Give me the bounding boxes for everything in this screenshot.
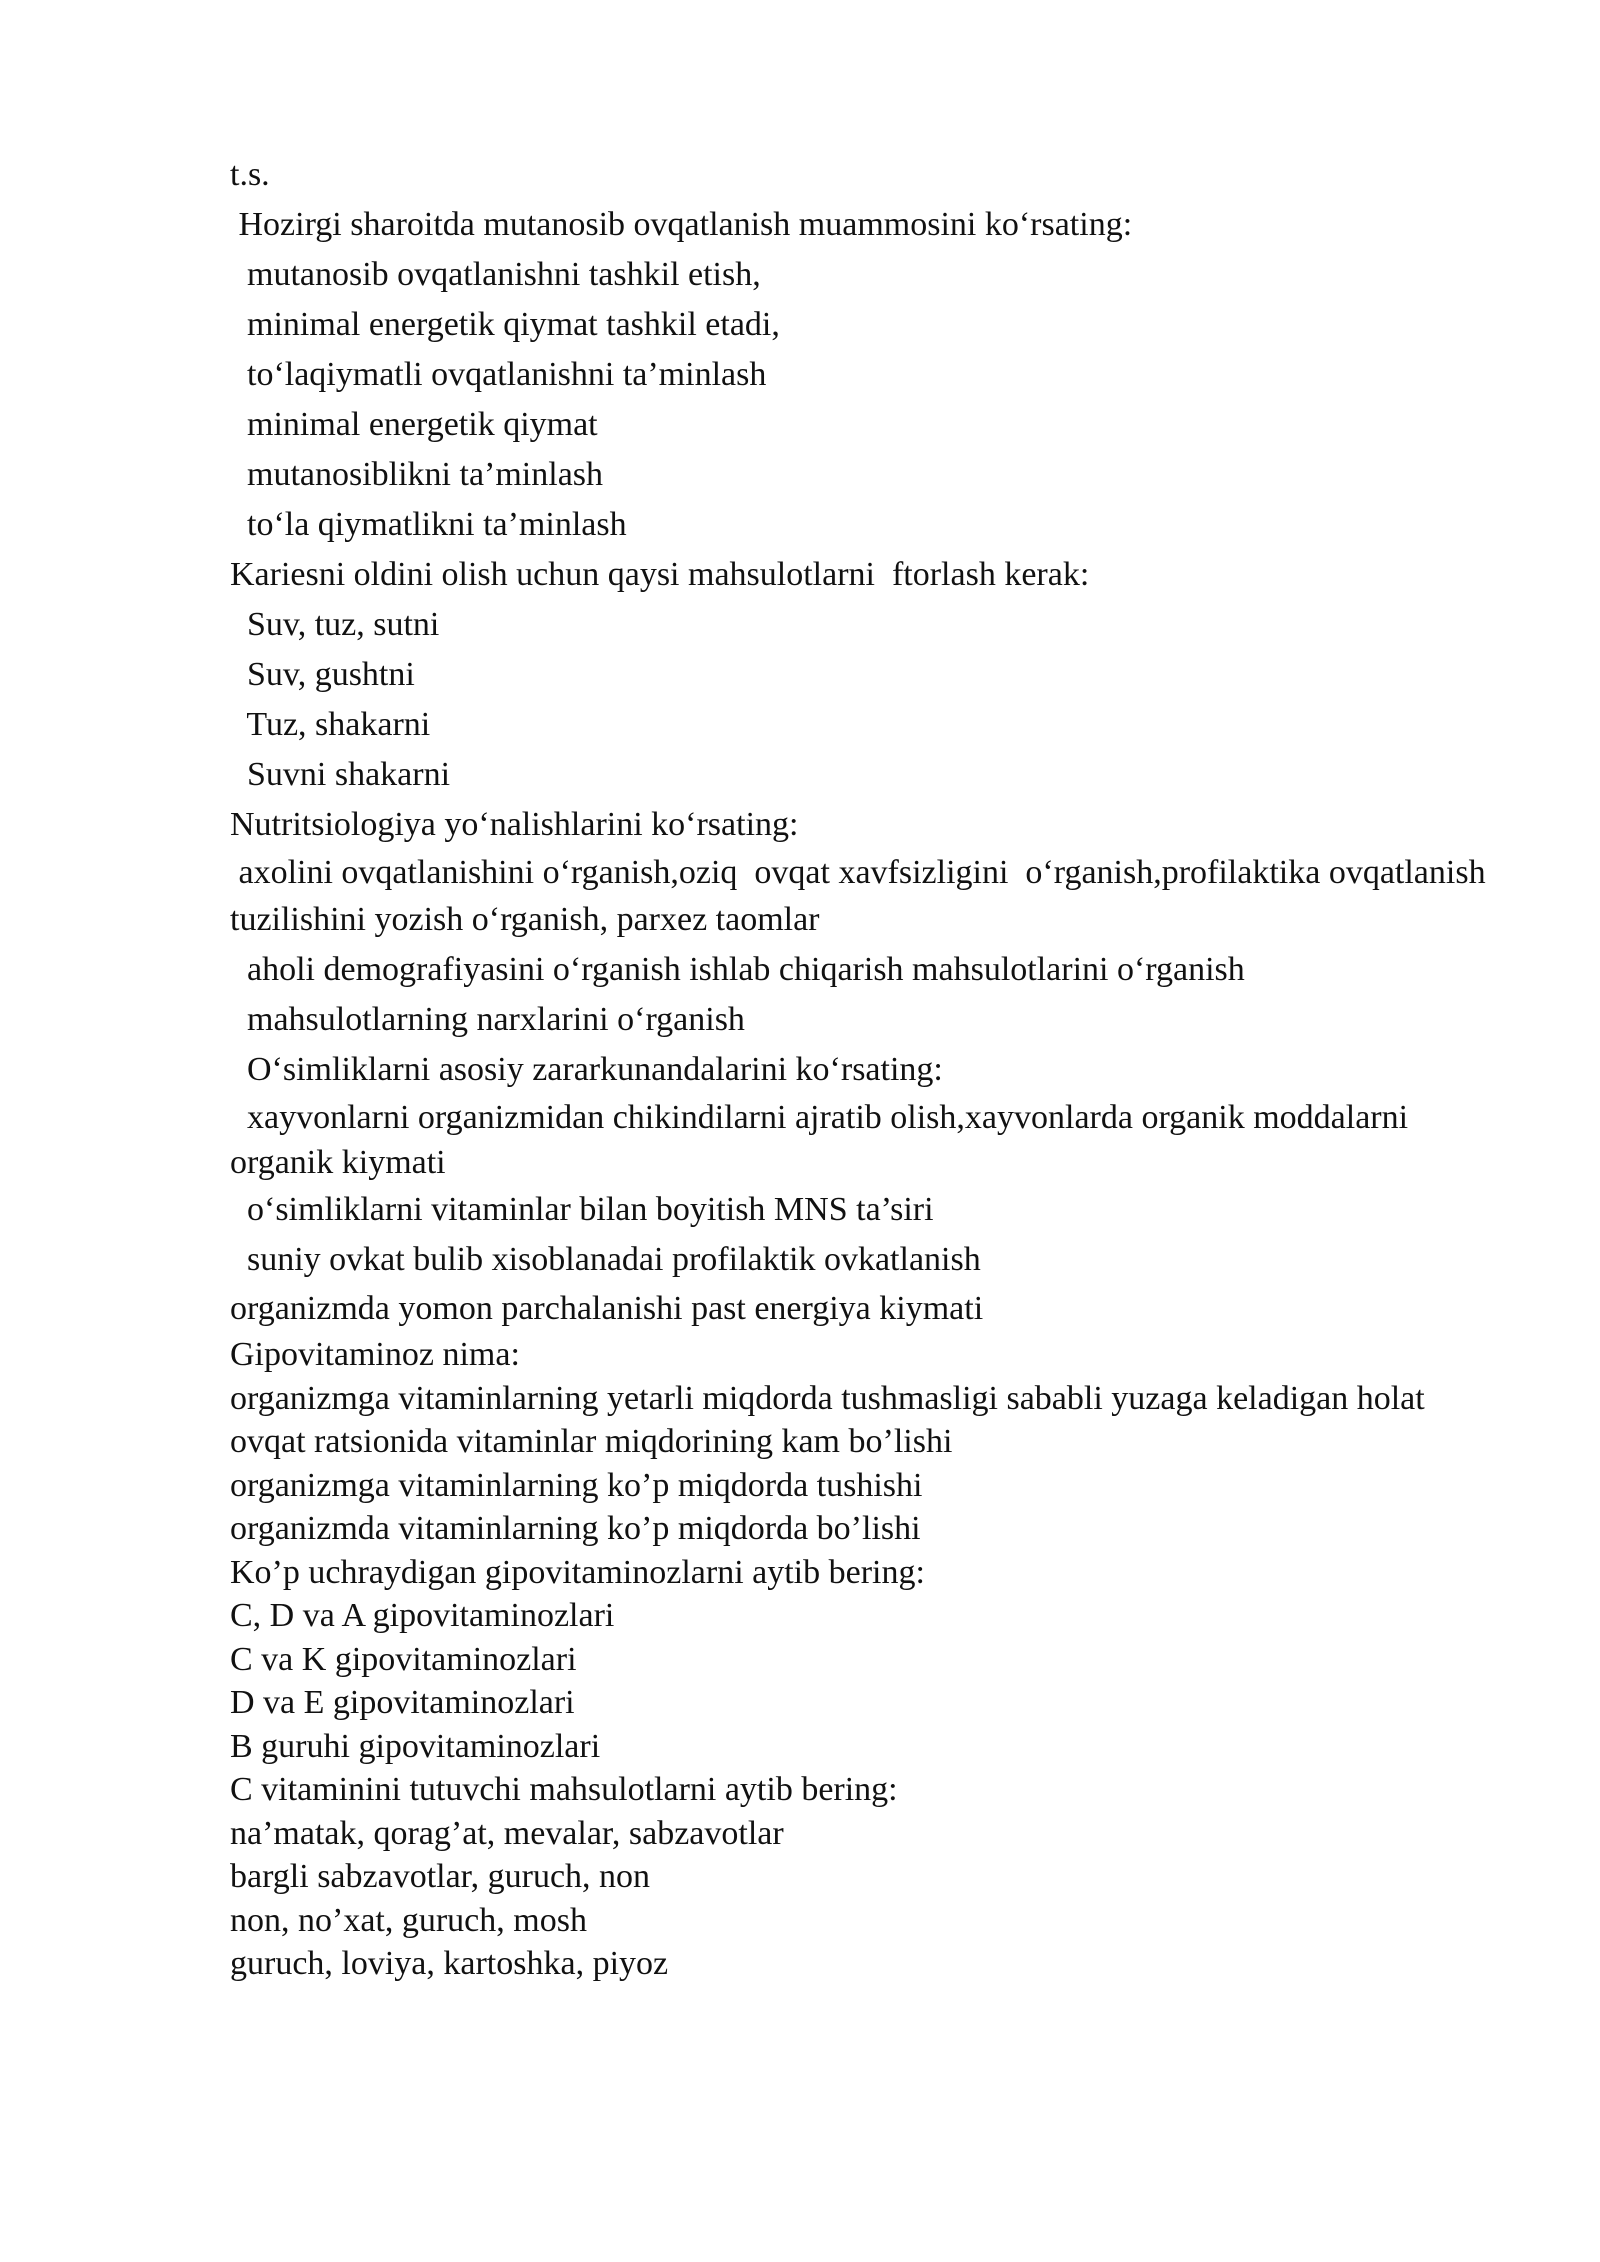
answer-line: B guruhi gipovitaminozlari (230, 1727, 601, 1765)
answer-line: mahsulotlarning narxlarini oʻrganish (230, 1001, 745, 1038)
question-line: Gipovitaminoz nima: (230, 1336, 520, 1373)
answer-line: Suv, gushtni (230, 656, 415, 693)
question-line: Kariesni oldini olish uchun qaysi mahsulotlarni ftorlash kerak: (230, 556, 1090, 593)
answer-line: xayvonlarni organizmidan chikindilarni ajratib olish,xayvonlarda organik moddalarni organik kiymati (230, 1099, 1417, 1181)
answer-line: non, no’xat, guruch, mosh (230, 1901, 587, 1939)
answer-line: organizmda yomon parchalanishi past energiya kiymati (230, 1290, 984, 1327)
answer-line: organizmga vitaminlarning ko’p miqdorda tushishi (230, 1466, 923, 1504)
answer-line: aholi demografiyasini oʻrganish ishlab chiqarish mahsulotlarini oʻrganish (230, 951, 1245, 988)
answer-line: Suv, tuz, sutni (230, 606, 440, 643)
answer-line: tuzilishini yozish oʻrganish, parxez taomlar (230, 901, 820, 938)
answer-line: toʻlaqiymatli ovqatlanishni ta’minlash (230, 356, 767, 393)
question-line: Ko’p uchraydigan gipovitaminozlarni aytib bering: (230, 1553, 925, 1591)
document-body (230, 150, 1490, 1986)
answer-line: C va K gipovitaminozlari (230, 1640, 577, 1678)
question-line: C vitaminini tutuvchi mahsulotlarni aytib bering: (230, 1771, 898, 1808)
answer-line: axolini ovqatlanishini oʻrganish,oziq ovqat xavfsizligini oʻrganish,profilaktika ovqatlanish (230, 854, 1486, 891)
answer-line: C, D va A gipovitaminozlari (230, 1597, 615, 1634)
answer-line: na’matak, qorag’at, mevalar, sabzavotlar (230, 1814, 784, 1852)
answer-line: mutanosiblikni ta’minlash (230, 456, 604, 493)
answer-line: Suvni shakarni (230, 756, 451, 793)
answer-line: mutanosib ovqatlanishni tashkil etish, (230, 256, 761, 293)
answer-line: organizmda vitaminlarning ko’p miqdorda bo’lishi (230, 1510, 921, 1547)
answer-line: bargli sabzavotlar, guruch, non (230, 1858, 651, 1895)
answer-line: ovqat ratsionida vitaminlar miqdorining kam bo’lishi (230, 1423, 953, 1460)
answer-line: minimal energetik qiymat (230, 406, 598, 443)
answer-line: oʻsimliklarni vitaminlar bilan boyitish MNS ta’siri (230, 1191, 934, 1228)
answer-line: D va E gipovitaminozlari (230, 1684, 575, 1721)
question-line: Nutritsiologiya yoʻnalishlarini koʻrsating: (230, 806, 799, 843)
answer-line: Tuz, shakarni (230, 706, 431, 743)
answer-line: suniy ovkat bulib xisoblanadai profilaktik ovkatlanish (230, 1241, 981, 1278)
question-line: Hozirgi sharoitda mutanosib ovqatlanish muammosini koʻrsating: (230, 206, 1133, 243)
answer-line: organizmga vitaminlarning yetarli miqdorda tushmasligi sababli yuzaga keladigan holat (230, 1379, 1425, 1417)
answer-line: toʻla qiymatlikni ta’minlash (230, 506, 627, 543)
answer-line: minimal energetik qiymat tashkil etadi, (230, 306, 780, 343)
answer-line: guruch, loviya, kartoshka, piyoz (230, 1945, 669, 1982)
text-line: t.s. (230, 156, 270, 193)
question-line: Oʻsimliklarni asosiy zararkunandalarini koʻrsating: (230, 1051, 943, 1088)
